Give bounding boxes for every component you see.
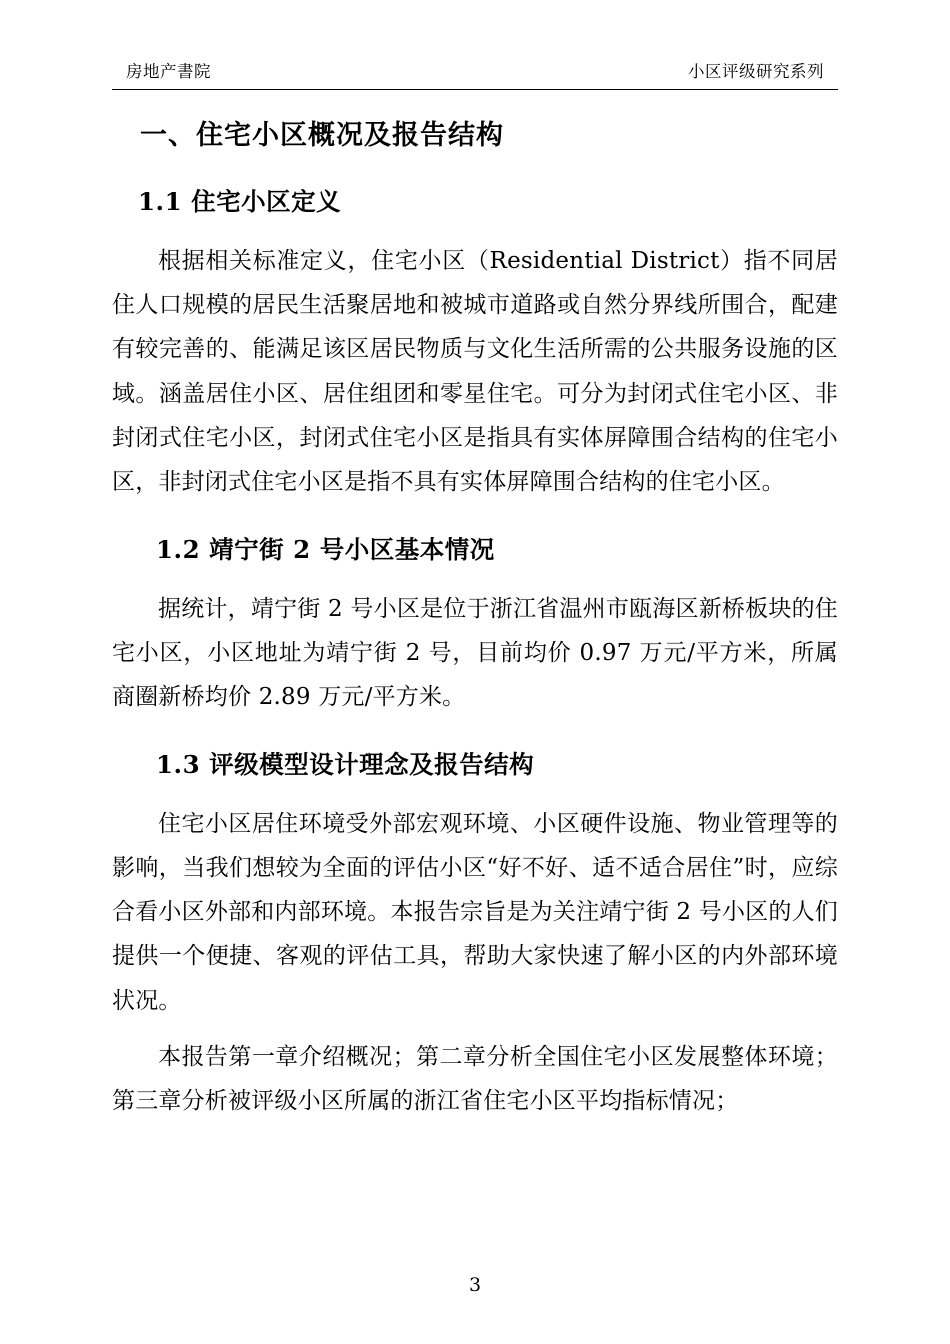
section-1-1-title: 1.1 住宅小区定义 (138, 187, 342, 217)
page-header (112, 62, 838, 90)
header-left-text: 房地产書院 (126, 62, 211, 81)
section-1-2-title: 1.2 靖宁街 2 号小区基本情况 (156, 534, 495, 564)
section-1-3-paragraph-1: 住宅小区居住环境受外部宏观环境、小区硬件设施、物业管理等的影响，当我们想较为全面的评估小区“好不好、适不适合居住”时，应综合看小区外部和内部环境。本报告宗旨是为关注靖宁街 2 号小区的人们提供一个便捷、客观的评估工具，帮助大家快速了解小区的内外部环境状况。 (112, 810, 838, 1014)
page-content (112, 116, 838, 1123)
page-number: 3 (468, 1274, 482, 1296)
section-1-3-paragraph-2: 本报告第一章介绍概况；第二章分析全国住宅小区发展整体环境；第三章分析被评级小区所属的浙江省住宅小区平均指标情况； (112, 1043, 838, 1114)
header-right-text: 小区评级研究系列 (688, 62, 824, 81)
section-1-2-paragraph: 据统计，靖宁街 2 号小区是位于浙江省温州市瓯海区新桥板块的住宅小区，小区地址为靖宁街 2 号，目前均价 0.97 万元/平方米，所属商圈新桥均价 2.89 万元/平方米。 (112, 595, 838, 711)
section-1-3-title: 1.3 评级模型设计理念及报告结构 (156, 750, 535, 780)
chapter-title: 一、住宅小区概况及报告结构 (140, 119, 504, 151)
section-1-1-paragraph: 根据相关标准定义，住宅小区（Residential District）指不同居住人口规模的居民生活聚居地和被城市道路或自然分界线所围合，配建有较完善的、能满足该区居民物质与文化生活所需的公共服务设施的区域。涵盖居住小区、居住组团和零星住宅。可分为封闭式住宅小区、非封闭式住宅小区，封闭式住宅小区是指具有实体屏障围合结构的住宅小区，非封闭式住宅小区是指不具有实体屏障围合结构的住宅小区。 (112, 248, 838, 495)
